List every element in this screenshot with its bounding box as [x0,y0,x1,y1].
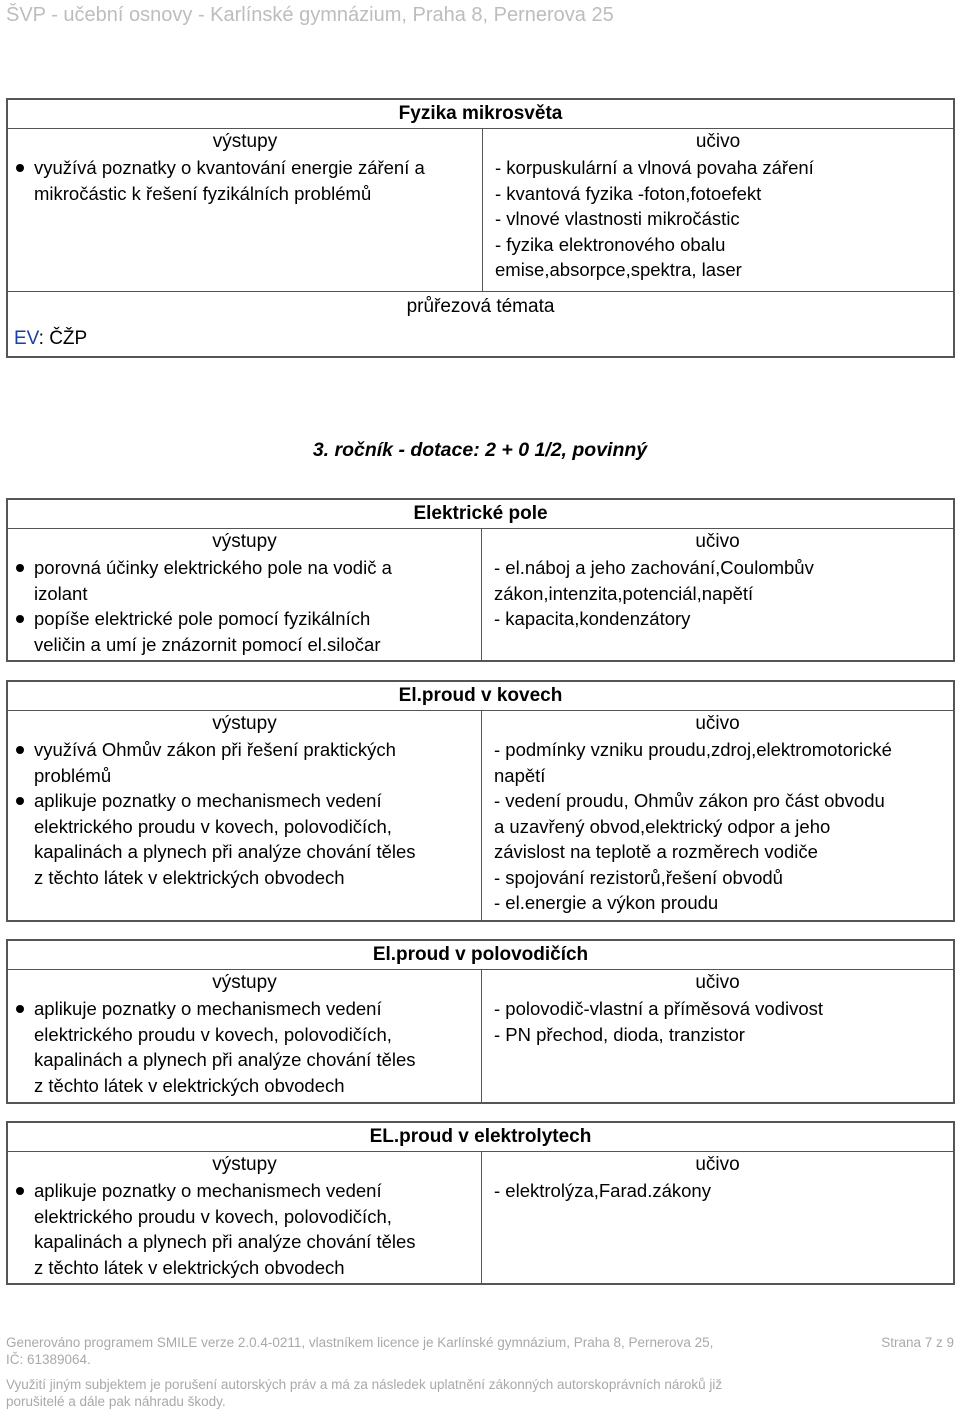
section-title: Fyzika mikrosvěta [398,103,563,124]
ev-label: EV [14,328,39,349]
section-title: Elektrické pole [413,503,548,524]
outcome-line: z těchto látek v elektrických obvodech [34,866,345,888]
content-line: napětí [494,764,546,786]
section-el-proud-v-polovodicich [6,939,955,1104]
outcome-line: kapalinách a plynech při analýze chování těles [34,1049,416,1070]
outcomes-heading: výstupy [212,131,278,152]
content-line: - kapacita,kondenzátory [494,608,691,629]
content-line: - el.náboj a jeho zachování,Coulombův [494,557,814,578]
year-heading: 3. ročník - dotace: 2 + 0 1/2, povinný [312,439,648,461]
outcome-item [34,606,475,657]
content-heading: učivo [695,713,740,734]
content-column [482,710,953,920]
outcomes-heading: výstupy [212,531,277,552]
section-fyzika-mikrosveta [6,98,955,358]
content-heading: učivo [695,131,741,152]
footer-copyright [6,1376,954,1410]
content-line: závislost na teplotě a rozměrech vodiče [494,841,818,862]
ev-value: : ČŽP [38,328,88,349]
content-column [482,128,953,292]
outcome-line: elektrického proudu v kovech, polovodičích, [34,1023,392,1045]
section-elektricke-pole [6,498,955,662]
outcome-item [34,737,475,788]
content-line: - vlnové vlastnosti mikročástic [495,208,740,229]
outcomes-column [8,969,482,1102]
outcome-line: porovná účinky elektrického pole na vodič a [34,557,392,578]
outcome-line: aplikuje poznatky o mechanismech vedení [34,790,382,811]
outcomes-column [8,528,482,660]
section-el-proud-v-kovech [6,680,955,922]
content-line: - vedení proudu, Ohmův zákon pro část obvodu [494,790,885,811]
content-heading: učivo [695,531,740,552]
outcome-item [34,996,475,1098]
outcome-line: aplikuje poznatky o mechanismech vedení [34,998,382,1019]
outcomes-column [8,128,482,292]
outcome-line: problémů [34,764,112,786]
content-line: - kvantová fyzika -foton,fotoefekt [495,182,762,204]
content-line: - PN přechod, dioda, tranzistor [494,1023,745,1045]
content-line: emise,absorpce,spektra, laser [495,259,742,280]
content-line: - fyzika elektronového obalu [495,233,726,255]
content-line: - el.energie a výkon proudu [494,892,719,913]
footer-line: porušitelé a dále pak náhradu škody. [6,1394,226,1409]
outcome-line: využívá Ohmův zákon při řešení praktických [34,739,396,760]
section-title: El.proud v polovodičích [372,944,589,965]
content-line: - korpuskulární a vlnová povaha záření [495,157,814,178]
outcome-line: veličin a umí je znázornit pomocí el.siločar [34,633,381,655]
content-line: zákon,intenzita,potenciál,napětí [494,582,754,604]
content-column [482,1151,953,1283]
outcome-line: kapalinách a plynech při analýze chování těles [34,1231,416,1252]
content-line: - elektrolýza,Farad.zákony [494,1180,711,1201]
outcomes-heading: výstupy [212,713,277,734]
content-column [482,969,953,1102]
footer-line: Generováno programem SMILE verze 2.0.4-0211, vlastníkem licence je Karlínské gymnázium, Praha 8, Pernerova 25, [6,1335,714,1350]
cross-topic-ev [8,324,953,354]
outcome-item [34,788,475,890]
section-title: EL.proud v elektrolytech [369,1126,592,1147]
outcome-line: kapalinách a plynech při analýze chování těles [34,841,416,862]
content-line: - podmínky vzniku proudu,zdroj,elektromotorické [494,739,892,760]
content-line: - spojování rezistorů,řešení obvodů [494,866,783,888]
cross-topics-heading: průřezová témata [8,291,953,322]
outcomes-column [8,1151,482,1283]
outcomes-column [8,710,482,920]
outcome-item: využívá poznatky o kvantování energie záření a mikročástic k řešení fyzikálních problémů [34,155,476,206]
footer-generated [6,1334,954,1368]
outcome-line: elektrického proudu v kovech, polovodičích, [34,1205,392,1227]
outcome-item [34,555,475,606]
content-line: - polovodič-vlastní a příměsová vodivost [494,998,824,1019]
page-number: Strana 7 z 9 [881,1335,954,1350]
content-column [482,528,953,660]
outcome-line: z těchto látek v elektrických obvodech [34,1256,345,1278]
outcome-line: elektrického proudu v kovech, polovodičích, [34,815,392,837]
section-title: El.proud v kovech [398,685,563,706]
section-el-proud-v-elektrolytech [6,1121,955,1285]
outcome-line: popíše elektrické pole pomocí fyzikálních [34,608,371,629]
footer-line: Využití jiným subjektem je porušení autorských práv a má za následek uplatnění zákonných autorskoprávních nároků již [6,1377,723,1392]
content-line: a uzavřený obvod,elektrický odpor a jeho [494,815,831,837]
content-heading: učivo [695,1154,740,1175]
outcome-line: izolant [34,582,88,604]
page-header: ŠVP - učební osnovy - Karlínské gymnázium, Praha 8, Pernerova 25 [6,4,614,26]
content-heading: učivo [695,972,740,993]
outcomes-heading: výstupy [212,1154,277,1175]
outcome-line: aplikuje poznatky o mechanismech vedení [34,1180,382,1201]
outcome-line: z těchto látek v elektrických obvodech [34,1074,345,1096]
footer-line: IČ: 61389064. [6,1352,91,1367]
outcome-item [34,1178,475,1280]
outcomes-heading: výstupy [212,972,277,993]
